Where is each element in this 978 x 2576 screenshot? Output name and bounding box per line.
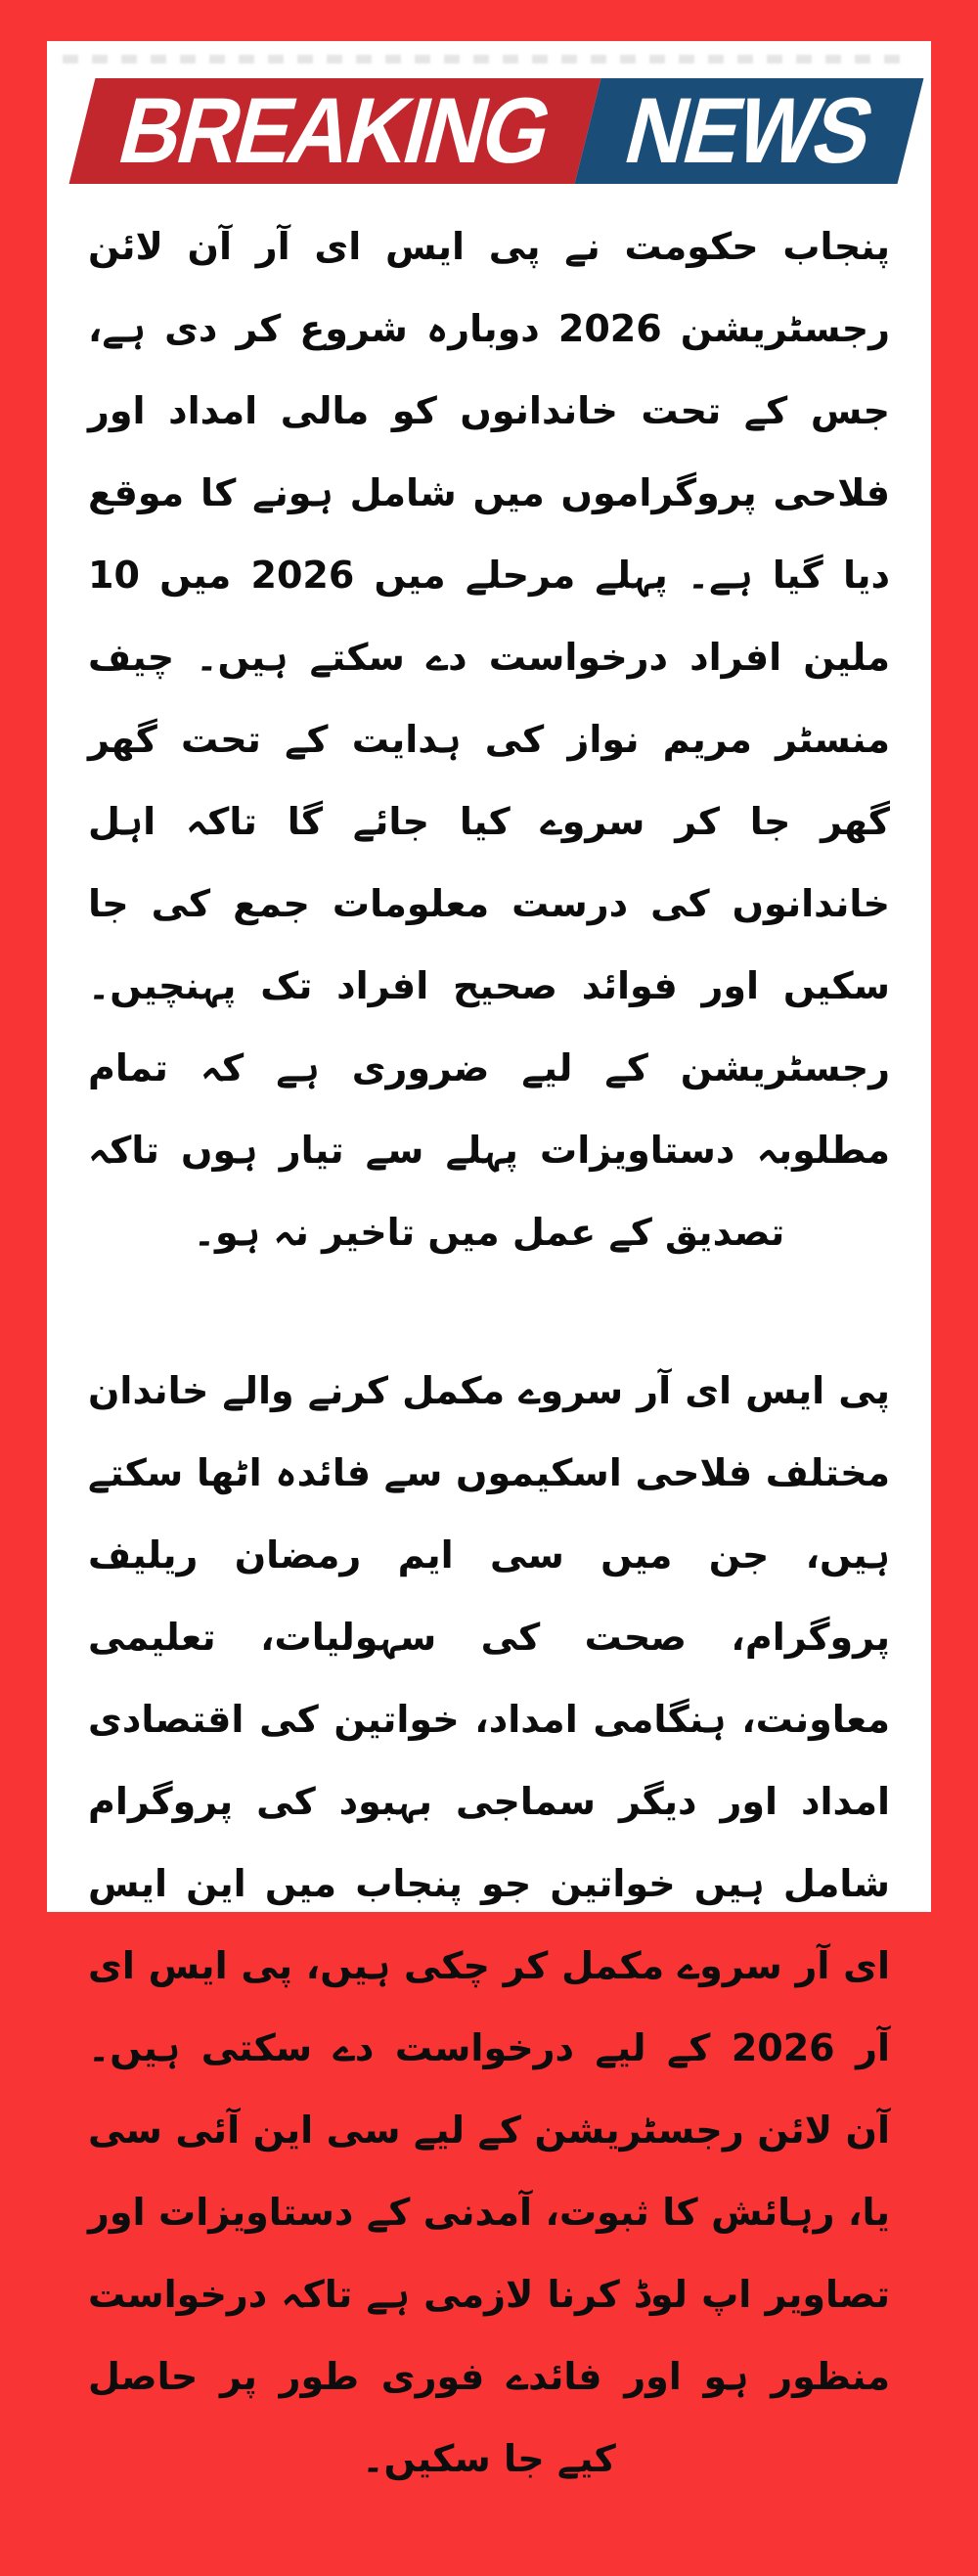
news-label: NEWS <box>615 78 883 183</box>
breaking-news-banner <box>69 78 924 184</box>
paragraph-1: پنجاب حکومت نے پی ایس ای آر آن لائن رجسٹریشن 2026 دوبارہ شروع کر دی ہے، جس کے تحت خاندانوں کو مالی امداد اور فلاحی پروگراموں میں شامل ہونے کا موقع دیا گیا ہے۔ پہلے مرحلے میں 2026 میں 10 ملین افراد درخواست دے سکتے ہیں۔ چیف منسٹر مریم نواز کی ہدایت کے تحت گھر گھر جا کر سروے کیا جائے گا تاکہ اہل خاندانوں کی درست معلومات جمع کی جا سکیں اور فوائد صحیح افراد تک پہنچیں۔ رجسٹریشن کے لیے ضروری ہے کہ تمام مطلوبہ دستاویزات پہلے سے تیار ہوں تاکہ تصدیق کے عمل میں تاخیر نہ ہو۔ <box>88 225 891 1254</box>
paragraph-2: پی ایس ای آر سروے مکمل کرنے والے خاندان مختلف فلاحی اسکیموں سے فائدہ اٹھا سکتے ہیں، جن میں سی ایم رمضان ریلیف پروگرام، صحت کی سہولیات، تعلیمی معاونت، ہنگامی امداد، خواتین کی اقتصادی امداد اور دیگر سماجی بہبود کی پروگرام شامل ہیں خواتین جو پنجاب میں این ایس ای آر سروے مکمل کر چکی ہیں، پی ایس ای آر 2026 کے لیے درخواست دے سکتی ہیں۔ آن لائن رجسٹریشن کے لیے سی این آئی سی یا، رہائش کا ثبوت، آمدنی کے دستاویزات اور تصاویر اپ لوڈ کرنا لازمی ہے تاکہ درخواست منظور ہو اور فائدے فوری طور پر حاصل کیے جا سکیں۔ <box>88 1369 890 2480</box>
breaking-label: BREAKING <box>110 78 560 183</box>
article-text <box>88 205 890 2576</box>
banner-edge-artifact <box>63 55 906 64</box>
content-area <box>47 41 931 2480</box>
breaking-segment <box>69 78 601 184</box>
news-segment <box>574 78 923 184</box>
